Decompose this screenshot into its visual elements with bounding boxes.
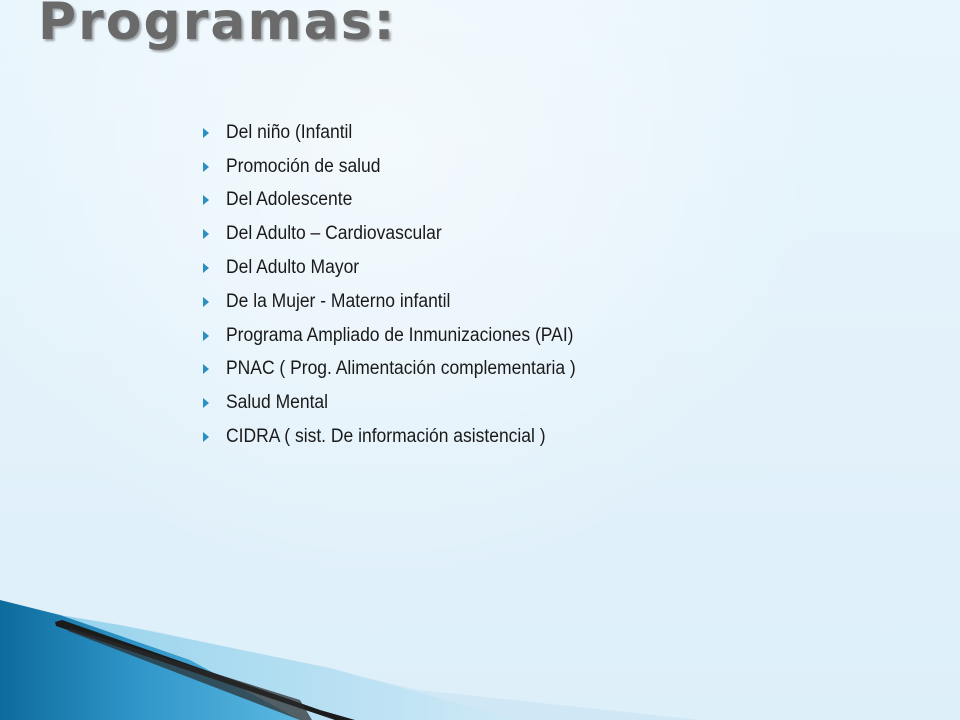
list-item — [200, 217, 606, 251]
bullet-list — [200, 116, 606, 454]
corner-wave-pale — [0, 610, 700, 720]
triangle-bullet-icon — [203, 263, 209, 273]
triangle-bullet-icon — [203, 432, 209, 442]
triangle-bullet-icon — [203, 331, 209, 341]
list-item — [200, 420, 606, 454]
list-item — [200, 251, 606, 285]
corner-wave-blue — [0, 600, 300, 720]
list-item — [200, 386, 606, 420]
triangle-bullet-icon — [203, 364, 209, 374]
list-item-text: Programa Ampliado de Inmunizaciones (PAI) — [226, 324, 574, 346]
list-item-text: CIDRA ( sist. De información asistencial ) — [226, 426, 546, 448]
list-item — [200, 353, 606, 387]
list-item-text: PNAC ( Prog. Alimentación complementaria ) — [226, 358, 576, 380]
corner-wave-light — [0, 605, 520, 720]
list-item — [200, 319, 606, 353]
list-item — [200, 116, 606, 150]
list-item-text: Promoción de salud — [226, 155, 381, 177]
list-item — [200, 184, 606, 218]
list-item-text: Del Adolescente — [226, 189, 353, 211]
list-item-text: De la Mujer - Materno infantil — [226, 290, 451, 312]
list-item-text: Del Adulto Mayor — [226, 257, 360, 279]
triangle-bullet-icon — [203, 229, 209, 239]
list-item — [200, 285, 606, 319]
triangle-bullet-icon — [203, 162, 209, 172]
triangle-bullet-icon — [203, 398, 209, 408]
corner-line-dark-2 — [68, 628, 312, 720]
list-item-text: Salud Mental — [226, 392, 329, 414]
list-item-text: Del niño (Infantil — [226, 121, 353, 143]
corner-line-dark — [55, 620, 355, 720]
slide-title: Programas: — [38, 0, 397, 52]
triangle-bullet-icon — [203, 195, 209, 205]
triangle-bullet-icon — [203, 128, 209, 138]
list-item-text: Del Adulto – Cardiovascular — [226, 223, 442, 245]
list-item — [200, 150, 606, 184]
triangle-bullet-icon — [203, 297, 209, 307]
